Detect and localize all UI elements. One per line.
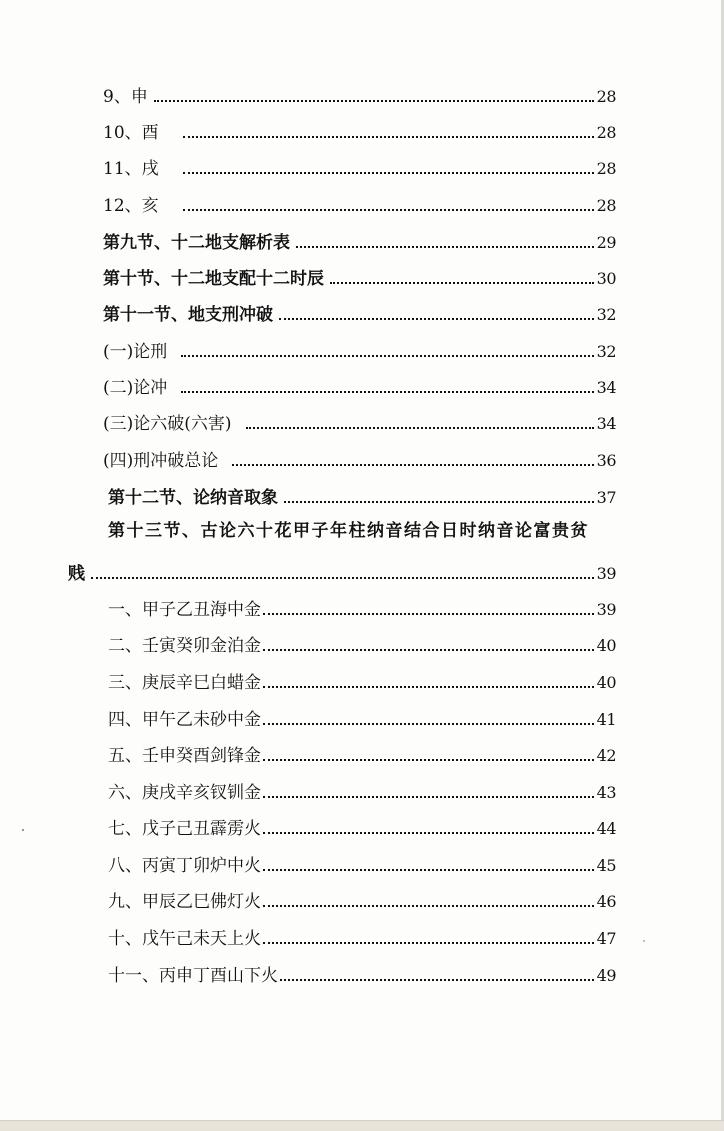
toc-sub-entry-page: 46	[596, 892, 616, 911]
toc-sub-entry-label: 八、丙寅丁卯炉中火	[108, 856, 261, 876]
toc-entry-page: 32	[596, 342, 616, 361]
toc-sub-entry-label: 四、甲午乙未砂中金	[108, 710, 261, 730]
dot-leader	[263, 869, 594, 871]
toc-section	[108, 481, 616, 509]
dot-leader	[183, 172, 594, 174]
toc-sub-entry-label: 十、戊午己未天上火	[108, 929, 261, 949]
toc-entry	[103, 335, 616, 363]
toc-sub-entry	[108, 922, 616, 950]
toc-sub-entry-label: 一、甲子乙丑海中金	[108, 600, 261, 620]
dot-leader	[279, 318, 594, 320]
toc-entry-label: 12、亥	[103, 196, 159, 216]
toc-sub-entry	[108, 959, 616, 987]
toc-sub-entry	[108, 849, 616, 877]
toc-sub-entry	[108, 666, 616, 694]
dot-leader	[263, 905, 594, 907]
toc-sub-entry-label: 九、甲辰乙巳佛灯火	[108, 892, 261, 912]
toc-entry	[103, 152, 616, 180]
dot-leader	[284, 501, 594, 503]
toc-section	[103, 226, 616, 254]
toc-entry-page: 36	[596, 451, 616, 470]
dot-leader	[263, 723, 594, 725]
toc-sub-entry	[108, 885, 616, 913]
dot-leader	[263, 613, 594, 615]
toc-sub-entry	[108, 703, 616, 731]
toc-sub-entry-label: 三、庚辰辛巳白蜡金	[108, 673, 261, 693]
dot-leader	[296, 246, 594, 248]
toc-entry-label: 11、戌	[103, 159, 159, 179]
toc-section-page: 30	[596, 269, 616, 288]
toc-section-page: 29	[596, 233, 616, 252]
dot-leader	[232, 464, 593, 466]
toc-sub-entry-page: 43	[596, 783, 616, 802]
toc-sub-entry	[108, 593, 616, 621]
toc-sub-entry-page: 41	[596, 710, 616, 729]
dot-leader	[183, 136, 594, 138]
toc-entry	[103, 371, 616, 399]
toc-sub-entry-label: 七、戊子己丑霹雳火	[108, 819, 261, 839]
toc-section-label: 第十节、十二地支配十二时辰	[103, 269, 324, 289]
dot-leader	[330, 282, 594, 284]
toc-entry-label: (一)论刑	[103, 342, 168, 362]
toc-sub-entry-page: 40	[596, 636, 616, 655]
dot-leader	[263, 832, 594, 834]
page-bottom-edge	[0, 1120, 724, 1131]
toc-entry-label: 10、酉	[103, 123, 159, 143]
toc-sub-entry-label: 六、庚戌辛亥钗钏金	[108, 783, 261, 803]
toc-section	[103, 298, 616, 326]
dot-leader	[263, 649, 594, 651]
toc-section-13-title: 第十三节、古论六十花甲子年柱纳音结合日时纳音论富贵贫	[108, 521, 589, 541]
toc-sub-entry	[108, 812, 616, 840]
toc-entry-page: 34	[596, 414, 616, 433]
toc-entry-label: (三)论六破(六害)	[103, 414, 232, 434]
toc-sub-entry	[108, 776, 616, 804]
dot-leader	[263, 796, 594, 798]
toc-section-13-page: 39	[596, 564, 616, 583]
toc-entry-label: 9、申	[103, 87, 148, 107]
toc-entry	[103, 407, 616, 435]
toc-sub-entry-page: 40	[596, 673, 616, 692]
dot-leader	[246, 427, 594, 429]
toc-section-page: 37	[596, 488, 616, 507]
toc-entry-page: 28	[596, 159, 616, 178]
toc-entry	[103, 444, 616, 472]
toc-section-page: 32	[596, 305, 616, 324]
toc-sub-entry	[108, 739, 616, 767]
toc-sub-entry-label: 二、壬寅癸卯金泊金	[108, 636, 261, 656]
dot-leader	[280, 979, 594, 981]
toc-sub-entry-page: 39	[596, 600, 616, 619]
toc-sub-entry-label: 十一、丙申丁酉山下火	[108, 966, 278, 986]
toc-entry-page: 28	[596, 196, 616, 215]
toc-entry	[103, 80, 616, 108]
toc-sub-entry-label: 五、壬申癸酉剑锋金	[108, 746, 261, 766]
dot-leader	[183, 209, 594, 211]
toc-sub-entry-page: 45	[596, 856, 616, 875]
toc-entry	[103, 116, 616, 144]
toc-entry-page: 28	[596, 87, 616, 106]
toc-sub-entry-page: 44	[596, 819, 616, 838]
toc-entry-label: (二)论冲	[103, 378, 168, 398]
dot-leader	[181, 391, 593, 393]
toc-sub-entry-page: 49	[596, 966, 616, 985]
toc-section-label: 第十一节、地支刑冲破	[103, 305, 273, 325]
toc-sub-entry-page: 42	[596, 746, 616, 765]
toc-section-13-continuation-label: 贱	[68, 564, 85, 584]
toc-section-13-continuation	[68, 557, 616, 585]
toc-sub-entry-page: 47	[596, 929, 616, 948]
toc-section-label: 第十二节、论纳音取象	[108, 488, 278, 508]
dot-leader	[263, 759, 594, 761]
dot-leader	[154, 100, 594, 102]
dot-leader	[181, 355, 593, 357]
scan-speck	[22, 829, 24, 831]
toc-section-label: 第九节、十二地支解析表	[103, 233, 290, 253]
toc-entry-label: (四)刑冲破总论	[103, 451, 219, 471]
scan-speck	[643, 940, 645, 942]
toc-entry-page: 34	[596, 378, 616, 397]
toc-section	[103, 262, 616, 290]
dot-leader	[263, 942, 594, 944]
toc-sub-entry	[108, 629, 616, 657]
dot-leader	[263, 686, 594, 688]
dot-leader	[91, 577, 594, 579]
toc-entry-page: 28	[596, 123, 616, 142]
toc-entry	[103, 189, 616, 217]
